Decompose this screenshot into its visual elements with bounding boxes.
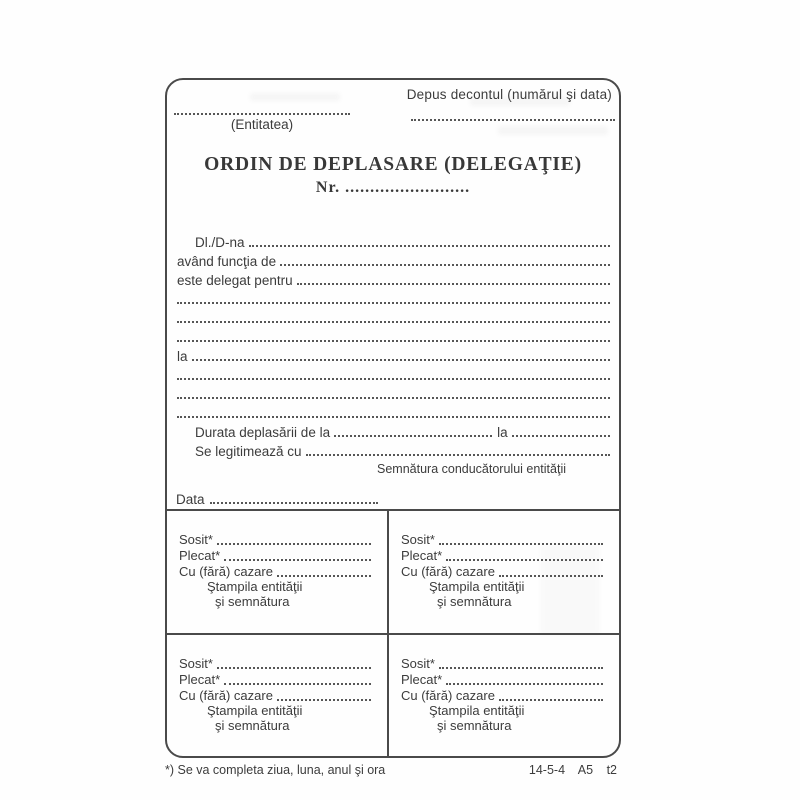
lodging-label: Cu (fără) cazare <box>401 688 495 703</box>
lodging-fill-line <box>277 699 371 701</box>
function-label: având funcţia de <box>177 254 277 269</box>
leader-signature-note: Semnătura conducătorului entităţii <box>377 462 567 476</box>
arrived-label: Sosit* <box>401 656 435 671</box>
duration-from-fill-line <box>334 435 492 437</box>
function-fill-line <box>280 264 610 266</box>
id-fill-line <box>306 454 610 456</box>
arrived-fill-line <box>439 667 603 669</box>
lodging-fill-line <box>499 699 603 701</box>
departed-fill-line <box>446 683 603 685</box>
blank-fill-row <box>177 364 610 383</box>
arrived-row <box>179 655 371 671</box>
entity-label: (Entitatea) <box>230 117 294 132</box>
blank-fill-row <box>177 307 610 326</box>
lodging-row <box>401 563 603 579</box>
depus-decontul-label: Depus decontul (numărul şi data) <box>406 87 612 102</box>
arrived-label: Sosit* <box>401 532 435 547</box>
name-fill-line <box>249 245 610 247</box>
departed-row <box>401 547 603 563</box>
footnote: *) Se va completa ziua, luna, anul şi ora <box>165 763 386 777</box>
blank-fill-row <box>177 326 610 345</box>
field-function-row <box>177 250 610 269</box>
lodging-fill-line <box>499 575 603 577</box>
field-destination-row <box>177 345 610 364</box>
departed-row <box>401 671 603 687</box>
delegated-fill-line <box>297 283 610 285</box>
entity-fill-line <box>174 113 350 115</box>
field-date-row <box>176 488 378 507</box>
departed-label: Plecat* <box>401 548 443 563</box>
arrived-row <box>401 655 603 671</box>
destination-label: la <box>177 349 188 364</box>
duration-label: Durata deplasării de la <box>195 425 331 440</box>
arrived-label: Sosit* <box>179 656 213 671</box>
lodging-row <box>401 687 603 703</box>
departed-fill-line <box>224 559 371 561</box>
fill-line <box>177 416 610 418</box>
lodging-label: Cu (fără) cazare <box>179 564 273 579</box>
stamp-note-line1: Ştampila entităţii <box>207 579 303 594</box>
date-fill-line <box>210 502 378 504</box>
checkpoint-cell-2 <box>389 511 619 635</box>
form-code: 14-5-4 A5 t2 <box>528 763 617 777</box>
duration-to-fill-line <box>512 435 610 437</box>
arrived-row <box>401 531 603 547</box>
departed-label: Plecat* <box>179 672 221 687</box>
lodging-fill-line <box>277 575 371 577</box>
stamp-note-line1: Ştampila entităţii <box>429 579 525 594</box>
departed-fill-line <box>446 559 603 561</box>
fill-line <box>177 340 610 342</box>
stamp-note-line2: şi semnătura <box>437 718 512 733</box>
stamp-note-line2: şi semnătura <box>215 718 290 733</box>
duration-to-label: la <box>497 425 508 440</box>
checkpoint-grid <box>167 509 619 756</box>
field-duration-row <box>177 421 610 440</box>
lodging-label: Cu (fără) cazare <box>179 688 273 703</box>
form-fields <box>177 231 610 476</box>
arrived-label: Sosit* <box>179 532 213 547</box>
field-name-row <box>177 231 610 250</box>
stamp-note-line2: şi semnătura <box>215 594 290 609</box>
name-label: Dl./D-na <box>195 235 245 250</box>
depus-decontul-fill-line <box>411 119 615 121</box>
delegated-label: este delegat pentru <box>177 273 293 288</box>
id-label: Se legitimează cu <box>195 444 302 459</box>
arrived-fill-line <box>217 667 371 669</box>
stamp-note-line1: Ştampila entităţii <box>429 703 525 718</box>
stamp-note-line1: Ştampila entităţii <box>207 703 303 718</box>
blank-fill-row <box>177 288 610 307</box>
lodging-label: Cu (fără) cazare <box>401 564 495 579</box>
departed-label: Plecat* <box>401 672 443 687</box>
arrived-row <box>179 531 371 547</box>
date-label: Data <box>176 492 205 507</box>
checkpoint-cell-4 <box>389 635 619 756</box>
travel-order-form <box>165 78 621 758</box>
lodging-row <box>179 687 371 703</box>
lodging-row <box>179 563 371 579</box>
fill-line <box>177 302 610 304</box>
stamp-note-line2: şi semnătura <box>437 594 512 609</box>
blank-fill-row <box>177 383 610 402</box>
field-delegated-row <box>177 269 610 288</box>
blank-fill-row <box>177 402 610 421</box>
arrived-fill-line <box>217 543 371 545</box>
fill-line <box>177 321 610 323</box>
fill-line <box>177 397 610 399</box>
departed-label: Plecat* <box>179 548 221 563</box>
arrived-fill-line <box>439 543 603 545</box>
checkpoint-cell-3 <box>167 635 389 756</box>
departed-fill-line <box>224 683 371 685</box>
form-number-line: Nr. ......................... <box>315 179 471 196</box>
destination-fill-line <box>192 359 610 361</box>
departed-row <box>179 547 371 563</box>
fill-line <box>177 378 610 380</box>
field-id-row <box>177 440 610 459</box>
form-title: ORDIN DE DEPLASARE (DELEGAŢIE) <box>204 154 582 175</box>
checkpoint-cell-1 <box>167 511 389 635</box>
departed-row <box>179 671 371 687</box>
